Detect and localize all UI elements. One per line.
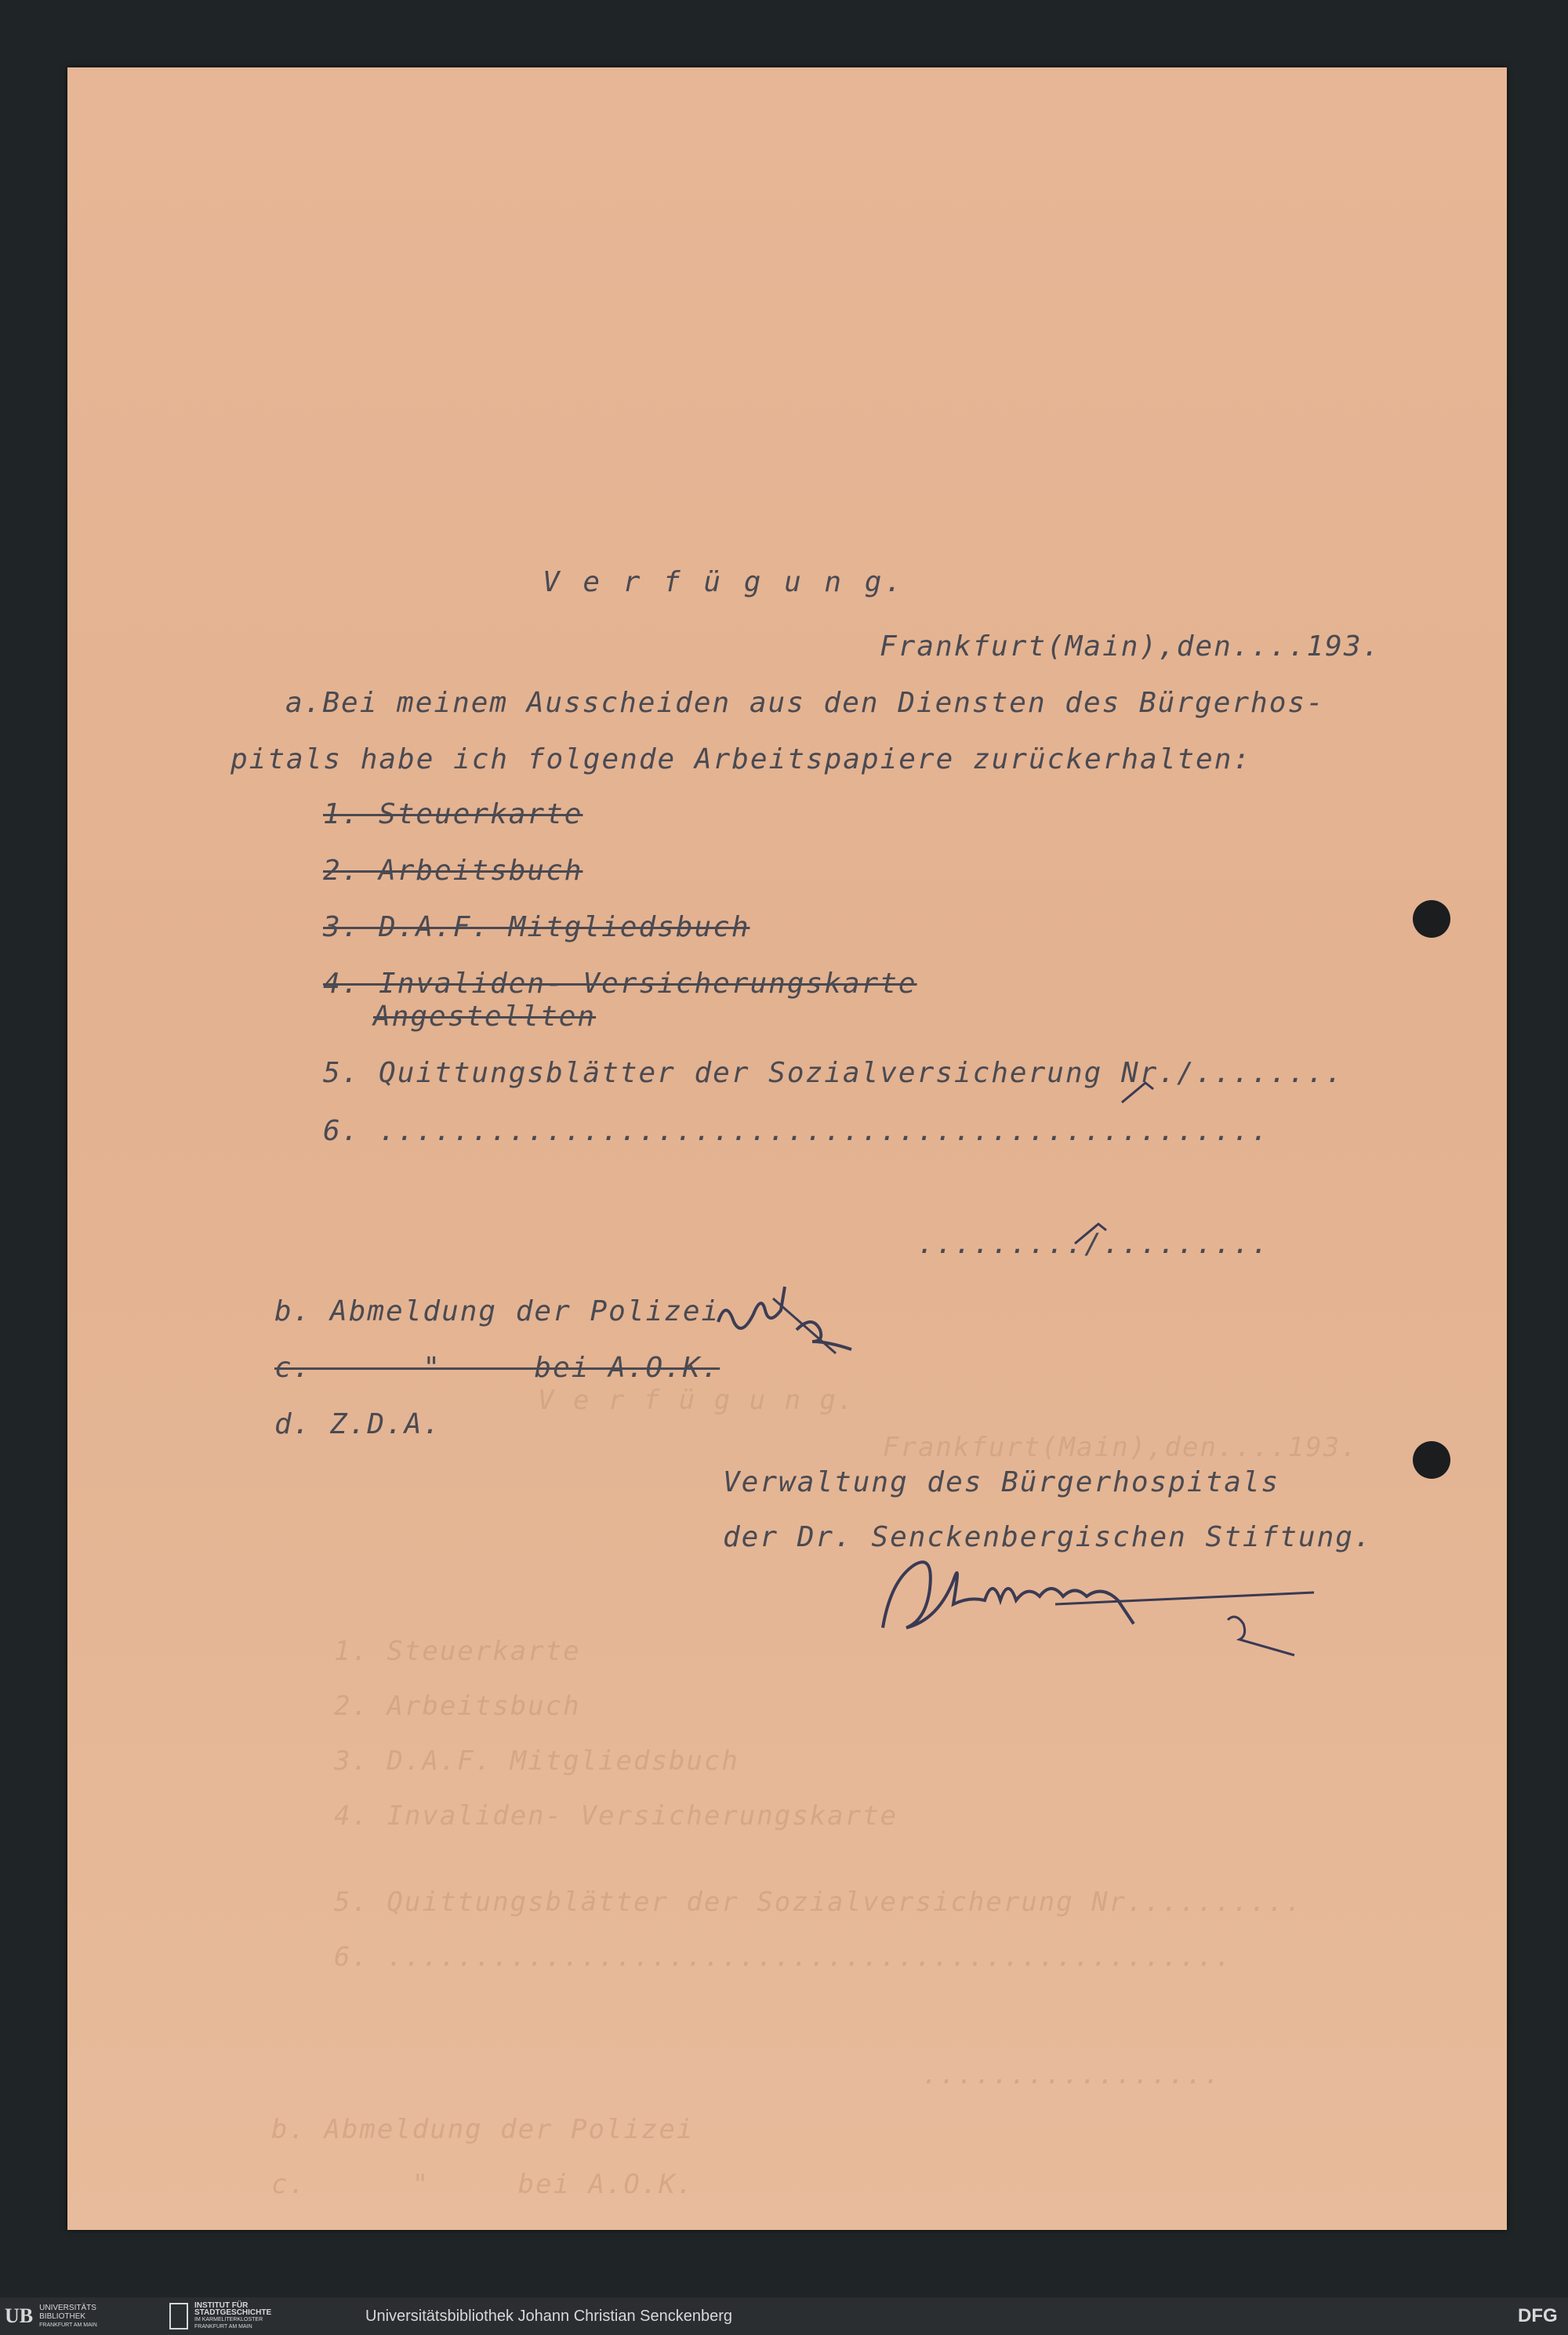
handwritten-signature [859, 1534, 1377, 1675]
ub-logo [5, 2302, 97, 2330]
ub-text-2: BIBLIOTHEK [39, 2311, 86, 2321]
ghost-text: ................. [922, 2059, 1221, 2090]
dfg-logo: DFG [1518, 2305, 1558, 2326]
isg-logo-mark [169, 2303, 188, 2330]
intro-line-2: pitals habe ich folgende Arbeitspapiere zurückerhalten: [230, 743, 1252, 775]
isg-logo-text [194, 2302, 271, 2330]
ub-logo-text [39, 2304, 97, 2330]
punch-hole [1413, 900, 1450, 938]
ghost-text: 6. ................................................ [334, 1941, 1232, 1973]
ghost-text: b. Abmeldung der Polizei [271, 2114, 695, 2145]
item-quittungsblaetter: 5. Quittungsblätter der Sozialversicherung Nr./........ [323, 1057, 1345, 1089]
date-line: Frankfurt(Main),den....193. [880, 630, 1381, 663]
ub-logo-mark: UB [5, 2304, 34, 2327]
handwritten-initials [710, 1275, 946, 1369]
ghost-text: 3. D.A.F. Mitgliedsbuch [334, 1745, 739, 1777]
isg-text-3: IM KARMELITERKLOSTER [194, 2317, 263, 2322]
d-line: d. Z.D.A. [274, 1408, 442, 1440]
ghost-text: c. " bei A.O.K. [271, 2169, 695, 2200]
isg-text-2: STADTGESCHICHTE [194, 2308, 272, 2317]
signature-line-1: Verwaltung des Bürgerhospitals [723, 1466, 1280, 1498]
check-mark [1071, 1220, 1118, 1251]
signature-line-2: der Dr. Senckenbergischen Stiftung. [723, 1521, 1373, 1553]
item-angestellten: Angestellten [373, 1000, 597, 1033]
isg-logo [169, 2302, 271, 2330]
item-arbeitsbuch: 2. Arbeitsbuch [323, 855, 583, 887]
punch-hole [1413, 1441, 1450, 1479]
ghost-text: 4. Invaliden- Versicherungskarte [334, 1800, 898, 1832]
ub-text-3: FRANKFURT AM MAIN [39, 2322, 97, 2328]
item-six: 6. ................................................ [323, 1115, 1270, 1147]
intro-line-1: a.Bei meinem Ausscheiden aus den Diensten des Bürgerhos- [285, 687, 1325, 719]
ghost-text: V e r f ü g u n g. [538, 1385, 855, 1416]
c-line: c. " bei A.O.K. [274, 1352, 720, 1384]
document-page [67, 67, 1507, 2230]
ub-text-1: UNIVERSITÄTS [39, 2303, 96, 2312]
isg-text-1: INSTITUT FÜR [194, 2301, 249, 2310]
ghost-text: 1. Steuerkarte [334, 1636, 581, 1667]
document-title: V e r f ü g u n g. [543, 566, 906, 598]
library-name: Universitätsbibliothek Johann Christian Senckenberg [365, 2308, 733, 2325]
ghost-text: 5. Quittungsblätter der Sozialversicherung Nr.......... [334, 1887, 1303, 1918]
ghost-text: 2. Arbeitsbuch [334, 1690, 581, 1722]
check-mark [1118, 1079, 1165, 1110]
footer-bar [0, 2297, 1568, 2335]
item-daf-mitgliedsbuch: 3. D.A.F. Mitgliedsbuch [323, 911, 750, 943]
b-line: b. Abmeldung der Polizei [274, 1295, 720, 1327]
ghost-text: Frankfurt(Main),den....193. [883, 1432, 1359, 1463]
item-steuerkarte: 1. Steuerkarte [323, 798, 583, 830]
isg-text-4: FRANKFURT AM MAIN [194, 2324, 252, 2330]
dots-line: ........./......... [917, 1228, 1270, 1260]
item-versicherungskarte: 4. Invaliden- Versicherungskarte [323, 968, 917, 1000]
